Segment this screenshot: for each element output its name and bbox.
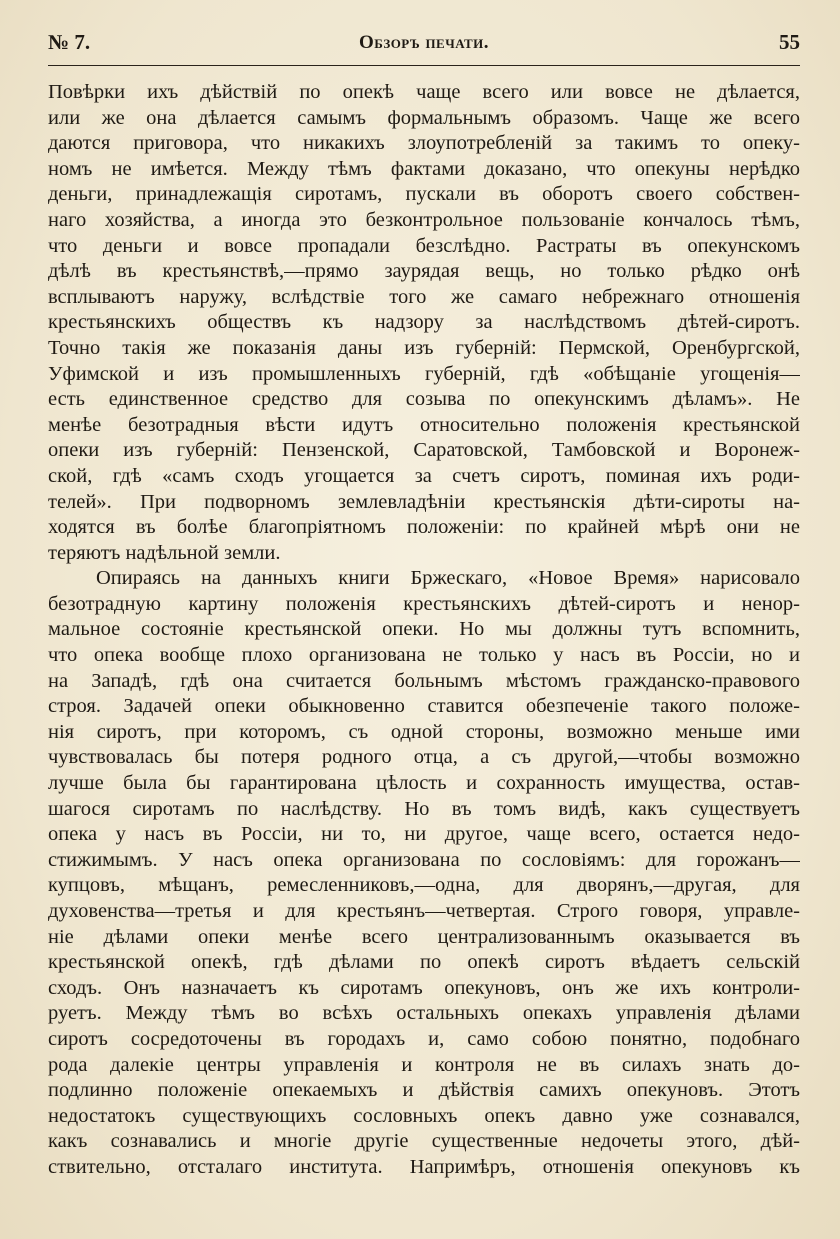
text-line: ніе дѣлами опеки менѣе всего централизованнымъ оказывается въ <box>48 925 800 948</box>
text-line: какъ сознавались и многіе другіе существенные недочеты этого, дѣй- <box>48 1130 800 1153</box>
text-line: духовенства—третья и для крестьянъ—четвертая. Строго говоря, управле- <box>48 900 800 922</box>
text-line: Уфимской и изъ промышленныхъ губерній, гдѣ «обѣщаніе угощенія— <box>48 362 800 385</box>
text-line: менѣе безотрадныя вѣсти идутъ относительно положенія крестьянской <box>48 413 800 436</box>
text-line: Точно такія же показанія даны изъ губерній: Пермской, Оренбургской, <box>48 336 800 359</box>
text-line: что деньги и вовсе пропадали безслѣдно. Растраты въ опекунскомъ <box>48 234 800 257</box>
text-line: стижимымъ. У насъ опека организована по сословіямъ: для горожанъ— <box>48 848 800 871</box>
text-line: Опираясь на данныхъ книги Бржескаго, «Новое Время» нарисовало <box>96 567 800 590</box>
text-line: номъ не имѣется. Между тѣмъ фактами доказано, что опекуны нерѣдко <box>48 157 800 180</box>
text-line: недостатокъ существующихъ сословныхъ опекъ давно уже сознавался, <box>48 1104 800 1127</box>
text-line: наго хозяйства, а иногда это безконтрольное пользованіе кончалось тѣмъ, <box>48 208 800 231</box>
page-number: 55 <box>779 30 800 54</box>
text-line: ходятся въ болѣе благопріятномъ положеніи: по крайней мѣрѣ они не <box>48 516 800 539</box>
text-line: сиротъ сосредоточены въ городахъ и, само собою понятно, подобнаго <box>48 1027 800 1050</box>
text-line: Повѣрки ихъ дѣйствій по опекѣ чаще всего или вовсе не дѣлается, <box>48 81 800 103</box>
running-header <box>48 30 800 66</box>
text-line: крестьянскихъ обществъ къ надзору за наслѣдствомъ дѣтей-сиротъ. <box>48 311 800 334</box>
text-line: мальное состояніе крестьянской опеки. Но мы должны тутъ вспомнить, <box>48 618 800 641</box>
text-line: сходъ. Онъ назначаетъ къ сиротамъ опекуновъ, онъ же ихъ контроли- <box>48 976 800 999</box>
text-line: рода далекіе центры управленія и контроля не въ силахъ знать до- <box>48 1053 800 1076</box>
text-line: деньги, принадлежащія сиротамъ, пускали въ оборотъ своего собствен- <box>48 183 800 206</box>
text-line: опека у насъ въ Россіи, ни то, ни другое, чаще всего, остается недо- <box>48 823 800 846</box>
text-line: или же она дѣлается самымъ формальнымъ образомъ. Чаще же всего <box>48 106 800 129</box>
body-text <box>48 80 800 1181</box>
section-title: Обзоръ печати. <box>358 32 490 53</box>
text-line: шагося сиротамъ по наслѣдству. Но въ томъ видѣ, какъ существуетъ <box>48 797 800 820</box>
text-line: руетъ. Между тѣмъ во всѣхъ остальныхъ опекахъ управленія дѣлами <box>48 1002 800 1025</box>
text-line: телей». При подворномъ землевладѣніи крестьянскія дѣти-сироты на- <box>48 490 800 513</box>
text-line: теряютъ надѣльной земли. <box>48 541 281 564</box>
header-rule <box>48 65 800 66</box>
text-line: подлинно положеніе опекаемыхъ и дѣйствія самихъ опекуновъ. Этотъ <box>48 1079 800 1102</box>
text-line: дѣлѣ въ крестьянствѣ,—прямо заурядая вещь, но только рѣдко онѣ <box>48 260 800 283</box>
text-line: на Западѣ, гдѣ она считается больнымъ мѣстомъ гражданско-правового <box>48 669 800 692</box>
text-line: ствительно, отсталаго института. Напримѣръ, отношенія опекуновъ къ <box>48 1155 800 1178</box>
text-line: опеки изъ губерній: Пензенской, Саратовской, Тамбовской и Воронеж- <box>48 439 800 462</box>
issue-number: № 7. <box>48 30 91 54</box>
text-line: купцовъ, мѣщанъ, ремесленниковъ,—одна, для дворянъ,—другая, для <box>48 874 800 897</box>
text-line: нія сиротъ, при которомъ, съ одной стороны, возможно меньше ими <box>48 720 800 743</box>
text-line: ской, гдѣ «самъ сходъ угощается за счетъ сиротъ, поминая ихъ роди- <box>48 464 800 487</box>
text-line: безотрадную картину положенія крестьянскихъ дѣтей-сиротъ и ненор- <box>48 592 800 615</box>
text-line: лучше была бы гарантирована цѣлость и сохранность имущества, остав- <box>48 772 800 795</box>
text-line: есть единственное средство для созыва по опекунскимъ дѣламъ». Не <box>48 388 800 411</box>
text-line: крестьянской опекѣ, гдѣ дѣлами по опекѣ сиротъ вѣдаетъ сельскій <box>48 951 800 974</box>
text-line: всплываютъ наружу, вслѣдствіе того же самаго небрежнаго отношенія <box>48 285 800 308</box>
text-line: что опека вообще плохо организована не только у насъ въ Россіи, но и <box>48 644 800 667</box>
text-line: даются приговора, что никакихъ злоупотребленій за такимъ то опеку- <box>48 132 800 155</box>
text-line: строя. Задачей опеки обыкновенно ставится обезпеченіе такого положе- <box>48 695 800 718</box>
text-line: чувствовалась бы потеря родного отца, а съ другой,—чтобы возможно <box>48 746 800 769</box>
